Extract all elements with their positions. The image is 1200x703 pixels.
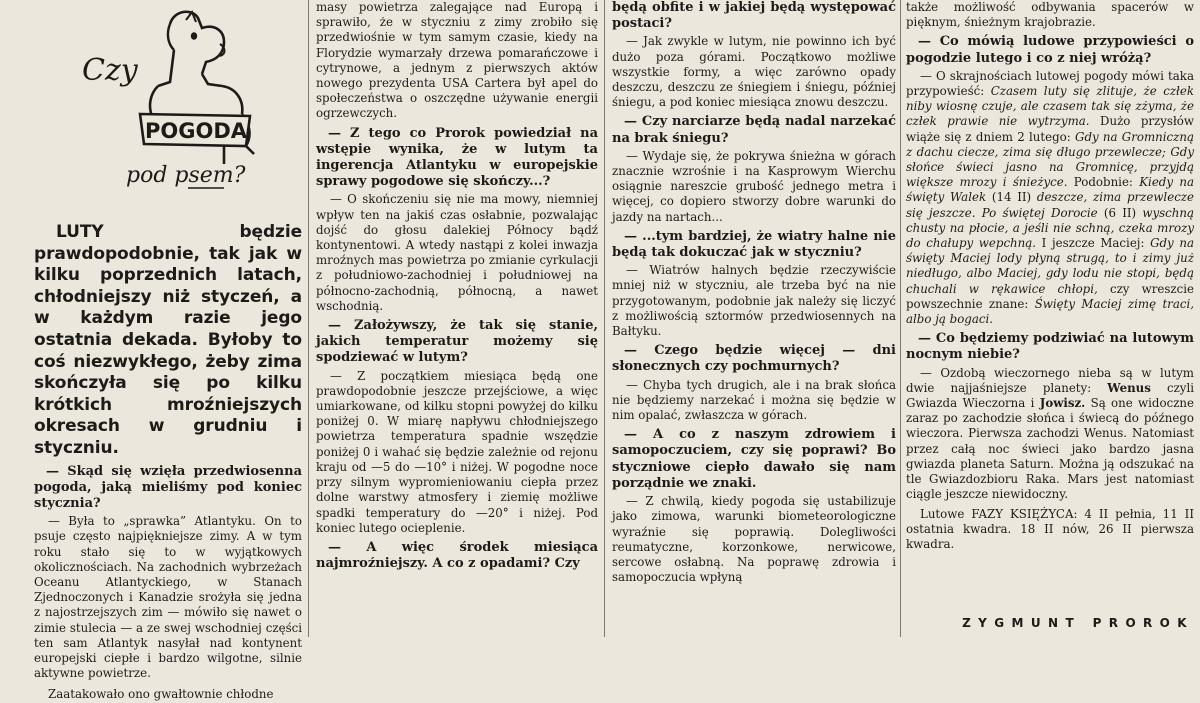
answer-8: — Chyba tych drugich, ale i na brak słońca nie będziemy narzekać i można się będzie w nim opalać, zwłaszcza w górach. [612, 377, 896, 423]
text-run: Podobnie: [1067, 175, 1140, 190]
column-4 [906, 0, 1194, 637]
lead-paragraph: LUTY będzie prawdopodobnie, tak jak w kilku poprzednich latach, chłodniejszy niż styczeń, a w każdym razie jego ostatnia dekada. Byłoby to coś niezwykłego, żeby zima skończyła się po kilku krótkich mroźniejszych okresach w grudniu i styczniu. [34, 222, 302, 458]
answer-10 [906, 69, 1194, 327]
text-run: I jeszcze Maciej: [1036, 236, 1151, 251]
question-9: — Co mówią ludowe przypowieści o pogodzie lutego i co z niej wróżą? [906, 34, 1194, 66]
author-signature: ZYGMUNT PROROK [962, 615, 1194, 630]
answer-3: — O skończeniu się nie ma mowy, niemniej wpływ ten na jakiś czas osłabnie, pozwalając dojść do głosu dalekiej Północy bądź kontynentowi. A wtedy nastąpi z kolei inwazja mroźnych mas powietrza po zmianie cyrkulacji z południowo-zachodniej i południowej na północno-zachodnią, północną, a nawet wschodnią. [316, 192, 598, 313]
text-run: Są one widoczne zaraz po zachodzie słońca i świecą do późnego wieczora. Pierwsza zachodzi Wenus. Natomiast przez całą noc świeci jako bardzo jasna gwiazda planeta Saturn. Można ją odszukać na tle Gwiazdozbioru Raka. Mars jest natomiast ciągle jeszcze niewidoczny. [906, 396, 1194, 502]
proverb: Czasem luty się zlituje, że człek niby wiosnę czuje, ale czasem tak się zżyma, że człek prawie nie wytrzyma. [906, 84, 1195, 129]
planet-name: Wenus [1107, 380, 1151, 395]
answer-2-start: Zaatakowało ono gwałtownie chłodne [48, 687, 274, 702]
answer-11 [906, 366, 1194, 503]
proverb: Gdy na Gromniczną z dachu ciecze, zima się długo przewlecze; Gdy słońce świeci jasno na Gromnicę, przyjdą większe mrozy i śnieżyce. [906, 129, 1194, 190]
question-2: — Z tego co Prorok powiedział na wstępie wynika, że w lutym ta ingerencja Atlantyku w europejskie sprawy pogodowe się skończy...? [316, 125, 598, 190]
text-run: (14 II) [986, 190, 1037, 205]
answer-1: — Była to „sprawka” Atlantyku. On to psuje często najpiękniejsze zimy. A w tym roku stało się to w wyjątkowych okolicznościach. Na zachodnich wybrzeżach Oceanu Atlantyckiego, w Stanach Zjednoczonych i Kanadzie srożyła się jedna z najostrzejszych zim — mówiło się nawet o zimie stulecia — a ze swej wschodniej części ten sam Atlantyk nasyłał nad kontynent europejski ciepłe i bardzo wilgotne, silnie aktywne powietrze. [34, 514, 302, 681]
answer-2-cont: masy powietrza zalegające nad Europą i sprawiło, że w styczniu z zimy zrobiło się przedwiośnie w tym samym czasie, kiedy na Florydzie wymarzały drzewa pomarańczowe i cytrynowe, a jednym z pierwszych aktów nowego prezydenta USA Cartera był apel do społeczeństwa o oszczędne używanie energii ogrzewczych. [316, 0, 598, 121]
text-run: (6 II) [1097, 205, 1143, 220]
answer-7: — Wiatrów halnych będzie rzeczywiście mniej niż w styczniu, ale trzeba być na nie przygotowanym, podobnie jak należy się liczyć z możliwością sztormów przedwiosennych na Bałtyku. [612, 263, 896, 339]
answer-5: — Jak zwykle w lutym, nie powinno ich być dużo poza górami. Początkowo możliwe wszystkie formy, a więc zarówno opady deszczu, deszczu ze śniegiem i śniegu, później śniegu, a pod koniec miesiąca znowu deszczu. [612, 34, 896, 110]
question-1: — Skąd się wzięła przedwiosenna pogoda, jaką mieliśmy pod koniec stycznia? [34, 463, 302, 511]
question-10: — Co będziemy podziwiać na lutowym nocnym niebie? [906, 331, 1194, 363]
proverb: deszcze, zima przewlecze się jeszcze. Po świętej Dorocie [906, 190, 1194, 220]
answer-9: — Z chwilą, kiedy pogoda się ustabilizuje jako zimowa, warunki biometeorologiczne wyraźnie się poprawią. Dolegliwości reumatyczne, korzonkowe, nerwicowe, sercowe osłabną. Na poprawę zdrowia i samopoczucia wpłyną [612, 494, 896, 585]
proverb: wyschną chusty na płocie, a jeśli nie schną, czeka mrozy do chałupy wepchną. [906, 205, 1194, 251]
text-run: czyli Gwiazda Wieczorna i [906, 380, 1194, 411]
answer-4: — Z początkiem miesiąca będą one prawdopodobnie jeszcze przejściowe, a więc umiarkowane, od kilku stopni powyżej do kilku poniżej 0. W miarę napływu chłodniejszego powietrza temperatura spadnie wszędzie poniżej 0 i wahać się będzie zależnie od rejonu kraju od —5 do —10° i niżej. W pogodne noce przy silnym wypromieniowaniu ciepła przez dolne warstwy atmosfery i ziemię możliwe spadki temperatury do —20° i niżej. Pod koniec lutego ocieplenie. [316, 368, 598, 535]
question-7: — Czego będzie więcej — dni słonecznych czy pochmurnych? [612, 343, 896, 375]
logo-word-main: POGODA [144, 119, 248, 143]
question-4-cont: będą obfite i w jakiej będą występować postaci? [612, 0, 896, 32]
moon-phases: Lutowe FAZY KSIĘŻYCA: 4 II pełnia, 11 II ostatnia kwadra. 18 II nów, 26 II pierwsza kwadra. [906, 506, 1194, 551]
question-6: — ...tym bardziej, że wiatry halne nie będą tak dokuczać jak w styczniu? [612, 228, 896, 261]
question-8: — A co z naszym zdrowiem i samopoczuciem, czy się poprawi? Bo styczniowe ciepło dawało się nam porządnie we znaki. [612, 427, 896, 491]
proverb: Kiedy na święty Walek [906, 175, 1194, 205]
question-5: — Czy narciarze będą nadal narzekać na brak śniegu? [612, 114, 896, 146]
column-divider [308, 0, 309, 637]
proverb: Gdy na święty Maciej lody płyną strugą, to i zimy już niedługo, albo Maciej, gdy lodu nie stopi, będą chuchali w rękawice chłopi, [906, 236, 1194, 296]
answer-6: — Wydaje się, że pokrywa śnieżna w górach znacznie wzrośnie i na Kasprowym Wierchu osiągnie nareszcie grubość jednego metra i więcej, co dopiero stworzy dobre warunki do jazdy na nartach... [612, 148, 896, 224]
answer-9-cont: także możliwość odbywania spacerów w pięknym, śnieżnym krajobrazie. [906, 0, 1194, 30]
column-divider [900, 0, 901, 637]
column-1 [34, 0, 302, 702]
column-logo [34, 0, 302, 222]
column-3 [612, 0, 896, 637]
text-run: — O skrajnościach lutowej pogody mówi taka przypowieść: [906, 68, 1194, 99]
planet-name: Jowisz. [1039, 396, 1086, 411]
text-run: — Ozdobą wieczornego nieba są w lutym dwie najjaśniejsze planety: [906, 365, 1194, 395]
text-run: czy wreszcie powszechnie znane: [906, 281, 1195, 311]
question-4: — A więc środek miesiąca najmroźniejszy. A co z opadami? Czy [316, 539, 598, 572]
column-divider [604, 0, 605, 637]
column-2 [316, 0, 598, 637]
text-run: Dużo przysłów wiąże się z dniem 2 lutego: [906, 114, 1194, 144]
proverb: Święty Maciej zimę traci, albo ją bogaci. [906, 296, 1194, 327]
question-3: — Założywszy, że tak się stanie, jakich temperatur możemy się spodziewać w lutym? [316, 318, 598, 366]
logo-word-top: Czy [82, 53, 138, 88]
logo-word-bottom: pod psem? [126, 163, 246, 188]
dog-illustration-icon [74, 4, 274, 218]
